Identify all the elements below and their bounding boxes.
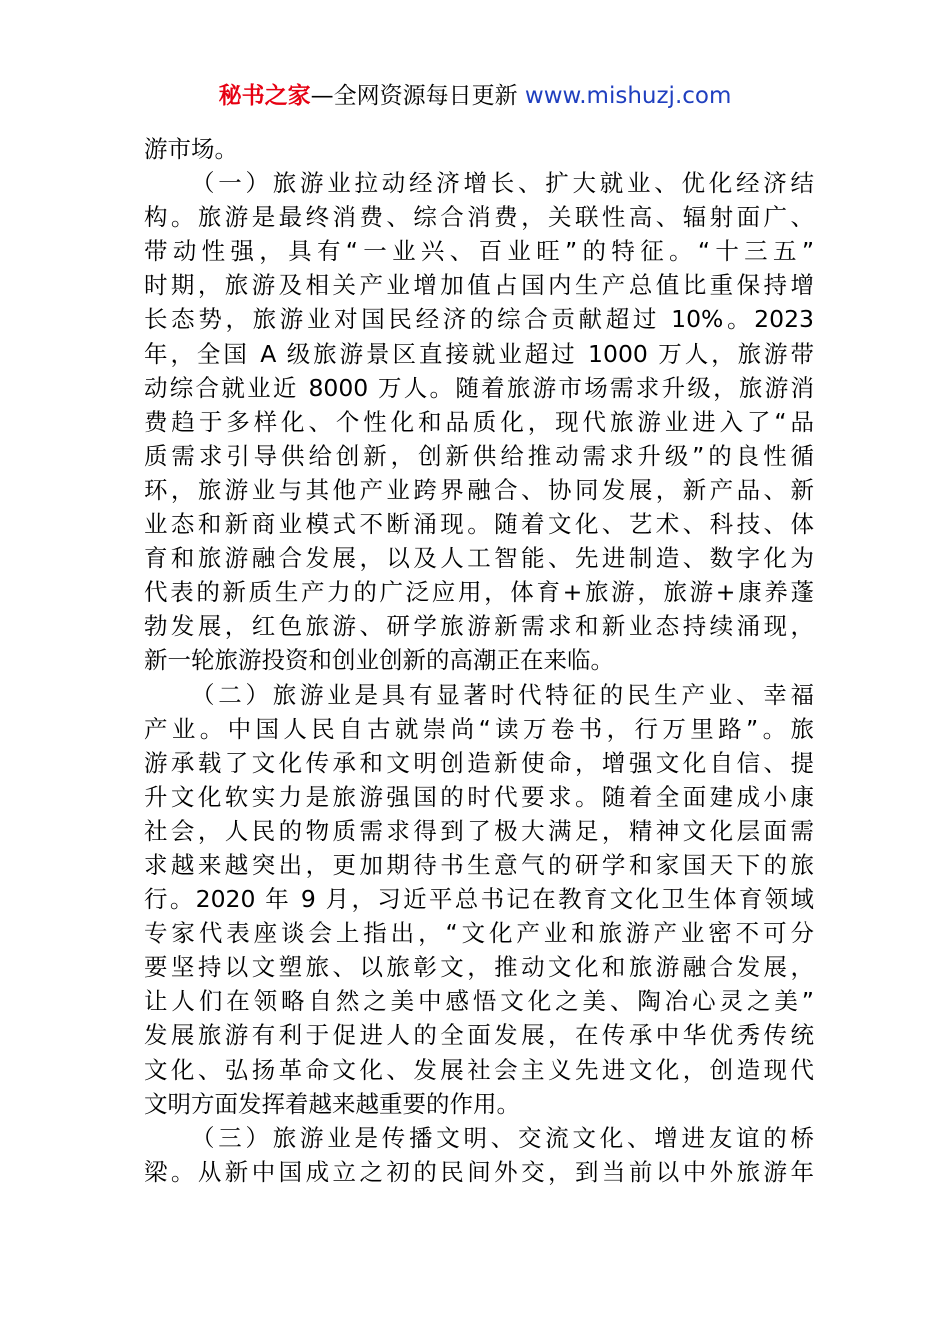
text-line: 带动性强，具有“一业兴、百业旺”的特征。“十三五”: [144, 237, 814, 266]
text-line: 让人们在领略自然之美中感悟文化之美、陶冶心灵之美”: [144, 987, 814, 1016]
text-line: 文化、弘扬革命文化、发展社会主义先进文化，创造现代: [144, 1055, 814, 1084]
text-line: 产业。中国人民自古就崇尚“读万卷书，行万里路”。旅: [144, 714, 814, 743]
text-line: 长态势，旅游业对国民经济的综合贡献超过 10%。2023: [144, 305, 814, 334]
text-line: 文明方面发挥着越来越重要的作用。: [144, 1089, 520, 1118]
text-line: 求越来越突出，更加期待书生意气的研学和家国天下的旅: [144, 850, 814, 879]
document-body: [144, 132, 814, 1189]
text-line: 专家代表座谈会上指出，“文化产业和旅游产业密不可分: [144, 919, 814, 948]
text-line: 时期，旅游及相关产业增加值占国内生产总值比重保持增: [144, 271, 814, 300]
text-line: 社会，人民的物质需求得到了极大满足，精神文化层面需: [144, 816, 814, 845]
text-line: 年，全国 A 级旅游景区直接就业超过 1000 万人，旅游带: [144, 339, 814, 368]
text-line: 要坚持以文塑旅、以旅彰文，推动文化和旅游融合发展，: [144, 953, 814, 982]
text-line: 育和旅游融合发展，以及人工智能、先进制造、数字化为: [144, 544, 814, 573]
text-line: 代表的新质生产力的广泛应用，体育+旅游，旅游+康养蓬: [144, 578, 814, 607]
text-line: 梁。从新中国成立之初的民间外交，到当前以中外旅游年: [144, 1157, 814, 1186]
text-line: （三）旅游业是传播文明、交流文化、增进友谊的桥: [191, 1123, 814, 1152]
brand-name: 秘书之家: [218, 83, 311, 109]
site-url-link[interactable]: www.mishuzj.com: [524, 83, 732, 109]
text-line: 业态和新商业模式不断涌现。随着文化、艺术、科技、体: [144, 510, 814, 539]
text-line: 费趋于多样化、个性化和品质化，现代旅游业进入了“品: [144, 407, 814, 436]
text-line: 构。旅游是最终消费、综合消费，关联性高、辐射面广、: [144, 203, 814, 232]
text-line: 升文化软实力是旅游强国的时代要求。随着全面建成小康: [144, 782, 814, 811]
text-line: 发展旅游有利于促进人的全面发展，在传承中华优秀传统: [144, 1021, 814, 1050]
text-line: 新一轮旅游投资和创业创新的高潮正在来临。: [144, 646, 614, 675]
text-line: 行。2020 年 9 月，习近平总书记在教育文化卫生体育领域: [144, 885, 814, 914]
text-line: 游市场。: [144, 135, 238, 163]
text-line: 环，旅游业与其他产业跨界融合、协同发展，新产品、新: [144, 475, 814, 504]
text-line: （二）旅游业是具有显著时代特征的民生产业、幸福: [191, 680, 814, 709]
text-line: 游承载了文化传承和文明创造新使命，增强文化自信、提: [144, 748, 814, 777]
text-line: 质需求引导供给创新，创新供给推动需求升级”的良性循: [144, 441, 814, 470]
header-dash: —: [310, 83, 334, 109]
site-header: [0, 80, 950, 112]
text-line: 动综合就业近 8000 万人。随着旅游市场需求升级，旅游消: [144, 373, 814, 402]
header-slogan: 全网资源每日更新: [333, 83, 518, 109]
text-line: 勃发展，红色旅游、研学旅游新需求和新业态持续涌现，: [144, 612, 814, 641]
text-line: （一）旅游业拉动经济增长、扩大就业、优化经济结: [191, 169, 814, 198]
